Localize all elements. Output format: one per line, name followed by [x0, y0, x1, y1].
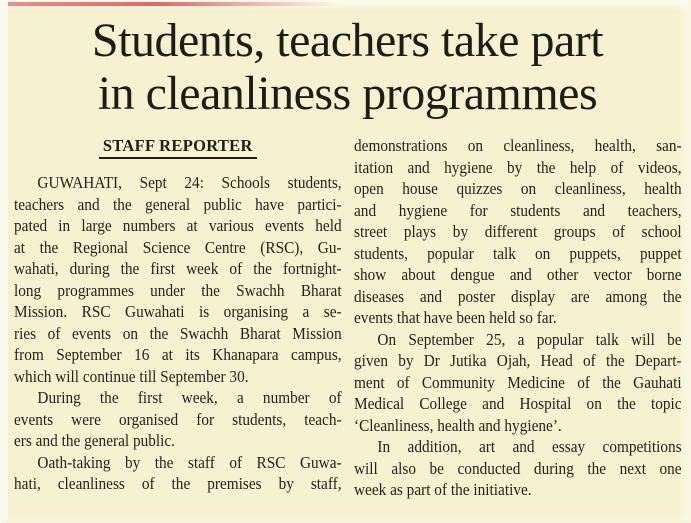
article-line: ‘Cleanliness, health and hygiene’.	[353, 415, 562, 435]
byline-text: STAFF REPORTER	[99, 136, 257, 159]
article-line: will also be conducted during the next one	[353, 458, 681, 478]
article-line: teachers and the general public have partici-	[14, 194, 342, 214]
paragraph	[14, 172, 342, 387]
article-line: at the Regional Science Centre (RSC), Gu-	[14, 237, 342, 257]
article-line: hati, cleanliness of the premises by staff,	[14, 474, 342, 493]
paragraph	[354, 329, 682, 437]
article-line: ries of events on the Swachh Bharat Mission	[14, 323, 342, 343]
headline-line-2: in cleanliness programmes	[97, 67, 598, 120]
scan-mark-red-line	[8, 2, 338, 6]
article-line: In addition, art and essay competitions	[376, 437, 681, 456]
article-column-left	[14, 135, 342, 501]
paragraph	[14, 387, 342, 452]
article-line: show about dengue and other vector borne	[353, 265, 681, 284]
article-line: given by Dr Jutika Ojah, Head of the Depart-	[353, 351, 681, 370]
article-line: wahati, during the first week of the fortnight-	[14, 259, 342, 278]
article-line: Medical College and Hospital on the topic	[353, 394, 681, 413]
article-line: ment of Community Medicine of the Gauhati	[353, 372, 681, 392]
article-line: GUWAHATI, Sept 24: Schools students,	[37, 173, 342, 192]
article-line: street plays by different groups of school	[353, 222, 681, 241]
article-text-right	[354, 135, 682, 501]
article-line: During the first week, a number of	[37, 388, 342, 407]
paragraph	[354, 135, 682, 329]
headline-line-1: Students, teachers take part	[91, 14, 604, 67]
article-line: events were organised for students, teach-	[14, 409, 342, 429]
paragraph	[354, 436, 682, 501]
article-column-right	[354, 135, 682, 501]
article-line: itation and hygiene by the help of videos,	[353, 157, 681, 177]
paragraph	[14, 452, 342, 495]
article-line: open house quizzes on cleanliness, health	[353, 179, 681, 198]
article-line: students, popular talk on puppets, puppet	[353, 243, 681, 263]
article-line: diseases and poster display are among the	[353, 286, 681, 306]
article-line: long programmes under the Swachh Bharat	[14, 280, 342, 300]
article-text-left	[14, 172, 342, 495]
article-line: pated in large numbers at various events held	[14, 216, 342, 235]
article-line: which will continue till September 30.	[14, 366, 249, 386]
article-line: from September 16 at its Khanapara campus,	[14, 345, 342, 364]
article-line: events that have been held so far.	[353, 308, 557, 327]
article-line: Oath-taking by the staff of RSC Guwa-	[37, 452, 342, 472]
article-line: ers and the general public.	[14, 431, 176, 450]
headline	[12, 14, 683, 120]
article-line: week as part of the initiative.	[353, 480, 532, 499]
byline	[14, 136, 342, 159]
article-line: demonstrations on cleanliness, health, san-	[353, 136, 681, 155]
article-line: Mission. RSC Guwahati is organising a se-	[14, 302, 342, 321]
article-line: and hygiene for students and teachers,	[353, 200, 681, 220]
article-line: On September 25, a popular talk will be	[376, 329, 681, 349]
article-columns	[8, 135, 687, 501]
